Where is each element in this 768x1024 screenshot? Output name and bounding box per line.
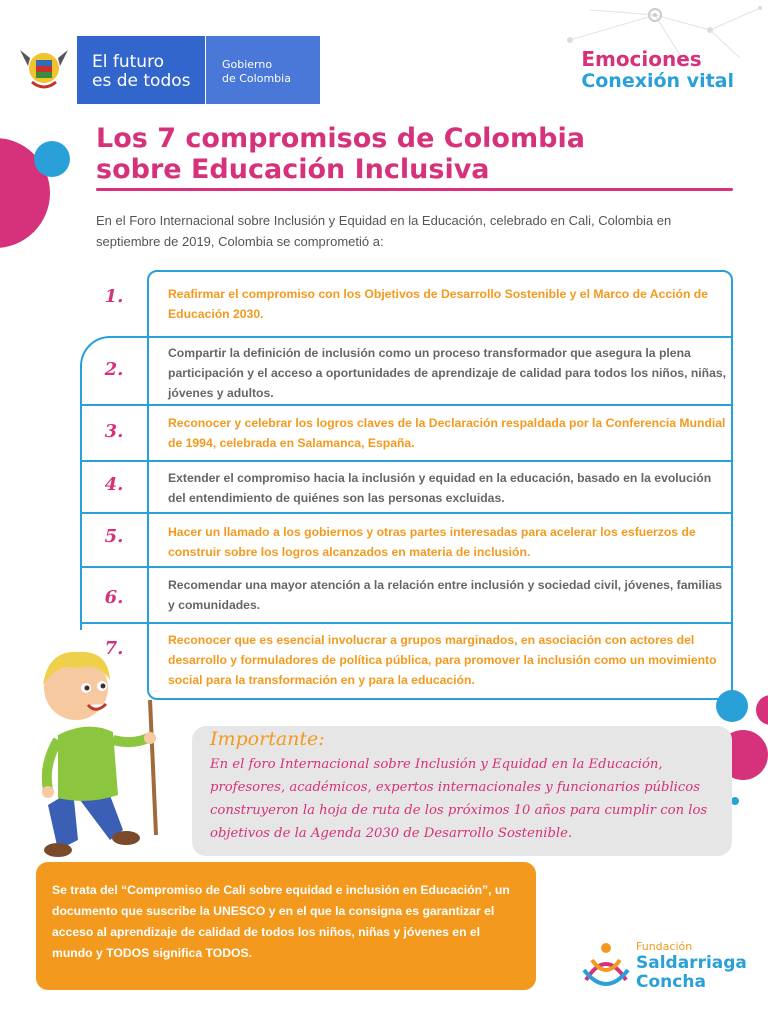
- list-item: [80, 522, 733, 559]
- gov-slogan-line2: es de todos: [92, 71, 191, 91]
- list-item: [80, 575, 733, 612]
- divider: [80, 566, 733, 568]
- foundation-logo: [578, 940, 748, 1000]
- foundation-label: Fundación: [636, 940, 693, 953]
- colombia-crest-icon: [0, 36, 77, 104]
- foundation-emblem-icon: [578, 940, 634, 996]
- item-number: 4.: [104, 474, 124, 495]
- page-title-line2: sobre Educación Inclusiva: [96, 154, 490, 185]
- title-divider: [96, 188, 733, 191]
- decor-circle-magenta: [756, 695, 768, 725]
- divider: [80, 622, 733, 624]
- item-number: 1.: [104, 286, 124, 307]
- decor-circle-blue: [34, 141, 70, 177]
- divider: [150, 336, 733, 338]
- boy-illustration-icon: [18, 640, 168, 860]
- item-text: Reconocer y celebrar los logros claves de la Declaración respaldada por la Conferencia Mundial de 1994, celebrada en Salamanca, España.: [168, 416, 726, 450]
- list-item: [80, 468, 733, 505]
- list-item: [80, 630, 733, 687]
- decor-circle-blue: [731, 797, 739, 805]
- gov-name-line1: Gobierno: [222, 58, 273, 71]
- divider: [80, 512, 733, 514]
- page-title-line1: Los 7 compromisos de Colombia: [96, 123, 585, 154]
- program-logo-line2: Conexión vital: [581, 70, 734, 92]
- page-title: [96, 123, 716, 185]
- intro-paragraph: En el Foro Internacional sobre Inclusión y Equidad en la Educación, celebrado en Cali, Colombia en septiembre de 2019, Colombia se comprometió a:: [96, 213, 672, 249]
- gov-slogan-line1: El futuro: [92, 52, 165, 72]
- item-text: Reafirmar el compromiso con los Objetivos de Desarrollo Sostenible y el Marco de Acción de Educación 2030.: [168, 287, 709, 321]
- item-number: 7.: [104, 638, 124, 659]
- item-text: Compartir la definición de inclusión como un proceso transformador que asegura la plena participación y el acceso a oportunidades de aprendizaje de calidad para todos los niños, niñas, jóvenes y adultos.: [168, 346, 727, 400]
- divider: [80, 404, 733, 406]
- foundation-name-line2: Concha: [636, 972, 706, 992]
- government-header: [0, 36, 320, 104]
- important-text: En el foro Internacional sobre Inclusión y Equidad en la Educación, profesores, académicos, expertos internacionales y funcionarios públicos construyeron la hoja de ruta de los próximos 10 años para cumplir con los objetivos de la Agenda 2030 de Desarrollo Sostenible.: [210, 757, 708, 841]
- decor-circle-blue: [716, 690, 748, 722]
- foundation-name: [636, 954, 747, 992]
- program-logo-line1: Emociones: [581, 47, 702, 71]
- program-logo: [581, 48, 734, 92]
- gov-name-line2: de Colombia: [222, 72, 291, 85]
- item-number: 5.: [104, 526, 124, 547]
- item-text: Extender el compromiso hacia la inclusión y equidad en la educación, basado en la evolución del entendimiento de quiénes son las personas excluidas.: [168, 471, 712, 505]
- list-item: [80, 343, 733, 400]
- item-text: Reconocer que es esencial involucrar a grupos marginados, en asociación con actores del desarrollo y formuladores de política pública, para promover la inclusión como un movimiento social para la transformación en y para la educación.: [168, 633, 717, 687]
- item-number: 6.: [104, 587, 124, 608]
- item-number: 2.: [104, 359, 124, 380]
- item-text: Recomendar una mayor atención a la relación entre inclusión y sociedad civil, jóvenes, familias y comunidades.: [168, 578, 723, 612]
- important-title: Importante:: [210, 728, 325, 750]
- list-item: [80, 413, 733, 450]
- gov-slogan: [77, 36, 205, 104]
- note-text: Se trata del “Compromiso de Cali sobre equidad e inclusión en Educación”, un documento que suscribe la UNESCO y en el que la consigna es garantizar el acceso al aprendizaje de calidad de todos los niños, niñas y jóvenes en el mundo y TODOS significa TODOS.: [52, 883, 510, 960]
- item-text: Hacer un llamado a los gobiernos y otras partes interesadas para acelerar los esfuerzos de construir sobre los logros alcanzados en materia de inclusión.: [168, 525, 696, 559]
- list-item: [80, 284, 733, 321]
- divider: [80, 460, 733, 462]
- item-number: 3.: [104, 421, 124, 442]
- gov-name: [206, 36, 320, 104]
- foundation-name-line1: Saldarriaga: [636, 953, 747, 973]
